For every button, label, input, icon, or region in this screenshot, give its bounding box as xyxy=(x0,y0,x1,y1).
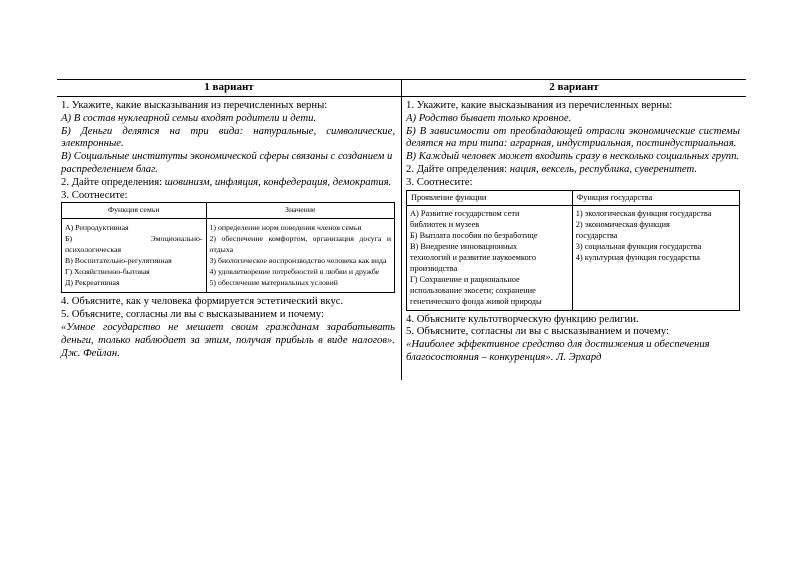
v2-q1-statement-a: А) Родство бывает только кровное. xyxy=(406,111,572,124)
variant-1-title: 1 вариант xyxy=(57,80,402,97)
match-line: Г) Сохранение и рациональное xyxy=(410,274,520,284)
v1-q2-terms: шовинизм, инфляция, конфедерация, демократия. xyxy=(164,175,392,188)
v1-q4: 4. Объясните, как у человека формируется эстетический вкус. xyxy=(61,295,344,308)
match-line: генетического фонда живой природы xyxy=(410,296,542,306)
variant-1-content xyxy=(57,97,402,380)
v1-q1-intro: 1. Укажите, какие высказывания из перечисленных верны: xyxy=(61,99,328,111)
v2-match-header-left: Проявление функции xyxy=(407,190,573,205)
v2-match-header-row xyxy=(407,190,740,205)
match-line: государства xyxy=(575,230,618,240)
v2-q3-label: 3. Соотнесите: xyxy=(406,175,473,188)
match-line: А) Репродуктивная xyxy=(65,223,129,233)
v1-q1-statement-a: А) В состав нуклеарной семьи входят родители и дети. xyxy=(61,111,317,124)
v2-q4: 4. Объясните культотворческую функцию религии. xyxy=(406,312,639,325)
v2-match-body-row xyxy=(407,205,740,310)
match-line: 1) определение норм поведения членов семьи xyxy=(209,223,362,233)
v1-q3-label: 3. Соотнесите: xyxy=(61,188,128,201)
v2-q2-label: 2. Дайте определения: xyxy=(406,162,508,175)
v1-match-header-right: Значение xyxy=(206,203,394,219)
variant-2-title: 2 вариант xyxy=(402,80,747,97)
match-line: В) Внедрение инновационных xyxy=(410,241,518,251)
v1-match-right xyxy=(206,219,394,293)
match-line: В) Воспитательно-регулятивная xyxy=(65,256,172,266)
match-line: 2) обеспечение комфортом, организация досуга и xyxy=(209,234,391,244)
worksheet-table xyxy=(57,79,746,380)
v2-q1-intro: 1. Укажите, какие высказывания из перечисленных верны: xyxy=(406,99,673,111)
match-line: использование экосети; сохранение xyxy=(410,285,536,295)
match-line: психологическая xyxy=(65,245,122,255)
v2-q5-quote: «Наиболее эффективное средство для достижения и обеспечения благосостояния – конкуренция». Л. Эрхард xyxy=(406,338,710,363)
match-line: Б) Выплата пособия по безработице xyxy=(410,230,538,240)
v2-q5-intro: 5. Объясните, согласны ли вы с высказыванием и почему: xyxy=(406,325,669,338)
match-line: технологий и развитие наукоемкого xyxy=(410,252,537,262)
match-line: 4) удовлетворение потребностей в любви и дружбе xyxy=(209,267,380,277)
match-line: Д) Рекреативная xyxy=(65,278,120,288)
match-line: библиотек и музеев xyxy=(410,219,480,229)
v2-match-right xyxy=(572,205,739,310)
v1-q1-statement-b: Б) Деньги делятся на три вида: натуральные, символические, электронные. xyxy=(61,124,395,150)
v1-q2-label: 2. Дайте определения: xyxy=(61,175,163,188)
match-line: 3) биологическое воспроизводство человека как вида xyxy=(209,256,387,266)
match-line: 1) экологическая функция государства xyxy=(575,208,712,218)
v2-q1-statement-v: В) Каждый человек может входить сразу в несколько социальных групп. xyxy=(406,150,740,163)
match-line: производства xyxy=(410,263,458,273)
match-line: 3) социальная функция государства xyxy=(575,241,702,251)
v2-match-header-right: Функция государства xyxy=(572,190,739,205)
v1-match-body-row xyxy=(62,219,395,293)
v1-q2 xyxy=(61,176,395,189)
v2-q1-statement-b: Б) В зависимости от преобладающей отрасли экономические системы делятся на три типа: аграрная, индустриальная, постиндустриальная. xyxy=(406,124,740,150)
worksheet-page xyxy=(57,79,746,380)
match-line: 5) обеспечение материальных условий xyxy=(209,278,338,288)
v1-match-header-row xyxy=(62,203,395,219)
v2-match-left xyxy=(407,205,573,310)
variant-header-row xyxy=(57,80,746,97)
v1-match-header-left: Функция семьи xyxy=(62,203,207,219)
match-line: 2) экономическая функция xyxy=(575,219,670,229)
v1-q5-intro: 5. Объясните, согласны ли вы с высказыванием и почему: xyxy=(61,308,324,321)
v1-match-left xyxy=(62,219,207,293)
match-line: Г) Хозяйственно-бытовая xyxy=(65,267,150,277)
v1-q5-quote: «Умное государство не мешает своим гражданам зарабатывать деньги, только наблюдает за этим, получая прибыль в виде налогов». Дж. Фейлан. xyxy=(61,320,395,359)
v1-match-table xyxy=(61,202,395,293)
v2-q2-terms: нация, вексель, республика, суверенитет. xyxy=(509,162,698,175)
match-line: Б) Эмоционально- xyxy=(65,234,203,244)
match-line: А) Развитие государством сети xyxy=(410,208,520,218)
match-line: отдыха xyxy=(209,245,234,255)
v1-q1-statement-v: В) Социальные институты экономической сферы связаны с созданием и распределением благ. xyxy=(61,150,393,175)
variant-content-row xyxy=(57,97,746,380)
v2-q2 xyxy=(406,163,740,176)
v2-match-table xyxy=(406,190,740,311)
variant-2-content xyxy=(402,97,747,380)
match-line: 4) культурная функция государства xyxy=(575,252,700,262)
